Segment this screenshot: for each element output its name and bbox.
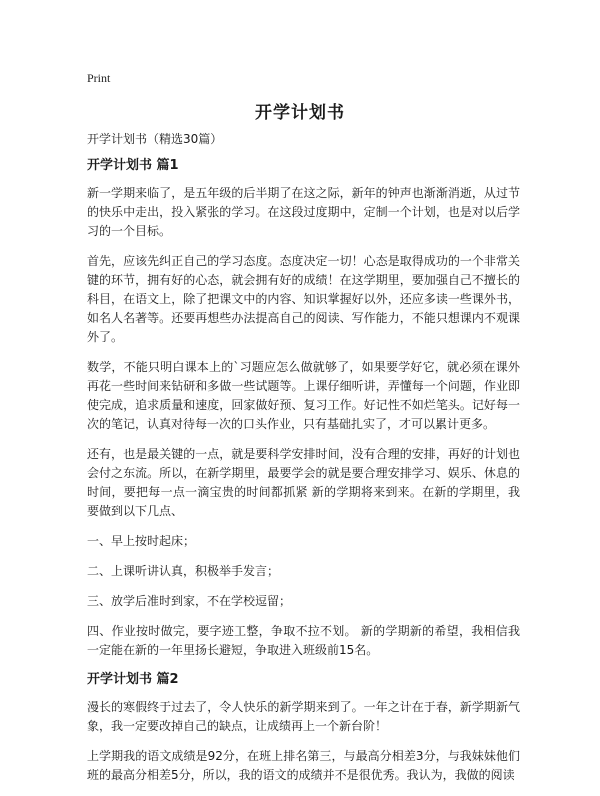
print-link[interactable]: Print	[87, 71, 111, 85]
list-item: 三、放学后准时到家，不在学校逗留；	[87, 594, 292, 608]
section-1	[87, 157, 520, 660]
document-body	[87, 131, 520, 796]
section-2	[87, 671, 520, 785]
paragraph: 还有，也是最关键的一点，就是要科学安排时间，没有合理的安排，再好的计划也会付之东流。所以，在新学期里，最要学会的就是要合理安排学习、娱乐、休息的时间，要把每一点一滴宝贵的时间都抓紧 新的学期将来到来。在新的学期里，我要做到以下几点、	[87, 447, 520, 518]
paragraph: 新一学期来临了，是五年级的后半期了在这之际，新年的钟声也渐渐消逝，从过节的快乐中走出，投入紧张的学习。在这段过度期中，定制一个计划，也是对以后学习的一个目标。	[87, 186, 520, 238]
paragraph: 数学，不能只明白课本上的`习题应怎么做就够了，如果要学好它，就必须在课外再花一些时间来钻研和多做一些试题等。上课仔细听讲，弄懂每一个问题，作业即使完成，追求质量和速度，回家做好预、复习工作。好记性不如烂笔头。记好每一次的笔记，认真对待每一次的口头作业，只有基础扎实了，才可以累计更多。	[87, 360, 520, 431]
paragraph: 首先，应该先纠正自己的学习态度。态度决定一切！心态是取得成功的一个非常关键的环节，拥有好的心态，就会拥有好的成绩！在这学期里，要加强自己不擅长的科目，在语文上，除了把课文中的内容、知识掌握好以外，还应多读一些课外书，如名人名著等。还要再想些办法提高自己的阅读、写作能力，不能只想课内不观课外了。	[87, 254, 520, 344]
page-title: 开学计划书	[255, 103, 345, 123]
section-heading: 开学计划书 篇1	[87, 158, 179, 173]
section-heading: 开学计划书 篇2	[87, 672, 179, 687]
list-item: 四、作业按时做完，要字迹工整，争取不拉不划。 新的学期新的希望，我相信我一定能在新的一年里扬长避短，争取进入班级前15名。	[87, 624, 520, 657]
list-item: 一、早上按时起床；	[87, 534, 196, 548]
paragraph: 上学期我的语文成绩是92分，在班上排名第三，与最高分相差3分，与我妹妹他们班的最高分相差5分，所以，我的语文的成绩并不是很优秀。我认为，我做的阅读	[87, 749, 520, 782]
paragraph: 漫长的寒假终于过去了，令人快乐的新学期来到了。一年之计在于春，新学期新气象，我一定要改掉自己的缺点，让成绩再上一个新台阶！	[87, 700, 520, 733]
list-item: 二、上课听讲认真，积极举手发言；	[87, 564, 280, 578]
document-subtitle: 开学计划书（精选30篇）	[87, 132, 223, 146]
